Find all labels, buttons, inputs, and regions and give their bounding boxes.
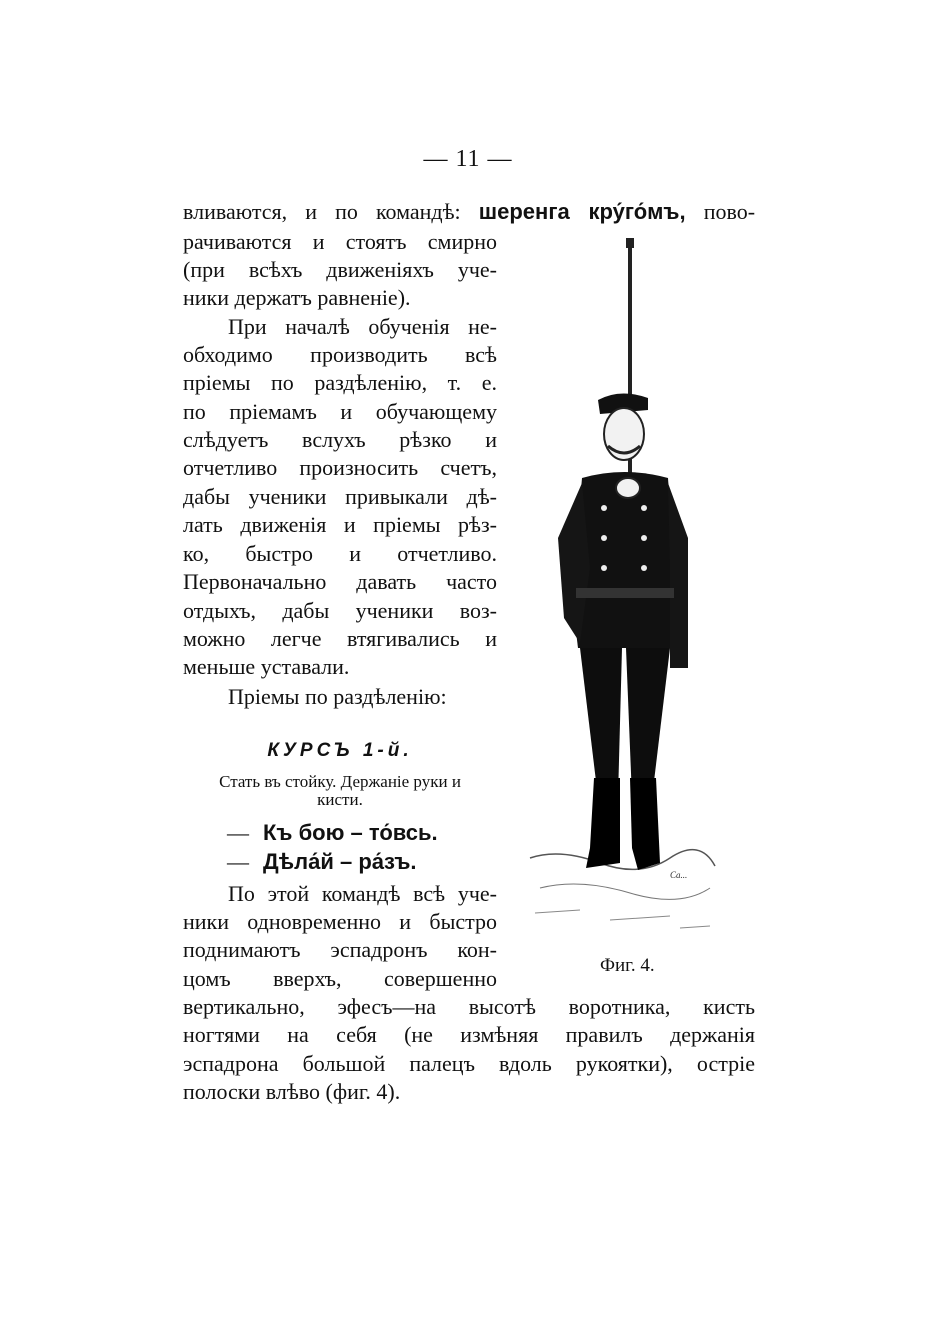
soldier-illustration: [520, 238, 720, 958]
sword-tip: [626, 238, 634, 248]
figure-caption: Фиг. 4.: [600, 955, 655, 976]
column-line: При началѣ обученія не-: [228, 314, 497, 339]
column-line: можно легче втягивались и: [183, 626, 497, 651]
command-line: [227, 849, 417, 875]
column-line: слѣдуетъ вслухъ рѣзко и: [183, 427, 497, 452]
column-line: отдыхъ, дабы ученики воз-: [183, 598, 497, 623]
command-line: [227, 820, 438, 846]
command-inline: шеренга кру́го́мъ,: [478, 199, 686, 224]
artist-signature: Ca...: [670, 870, 688, 880]
right-leg: [626, 648, 670, 798]
text-segment: пово-: [703, 199, 756, 224]
right-arm: [668, 483, 688, 668]
column-line: рачиваются и стоятъ смирно: [183, 229, 497, 254]
ground-hatching: [535, 910, 710, 928]
command-dash: —: [227, 820, 249, 845]
right-boot: [630, 778, 660, 870]
column-line: цомъ вверхъ, совершенно: [183, 966, 497, 991]
command-dash: —: [227, 849, 249, 874]
column-line: дабы ученики привыкали дѣ-: [183, 484, 497, 509]
column-line: лать движенія и пріемы рѣз-: [183, 512, 497, 537]
paragraph-line: [183, 198, 755, 226]
column-line: по пріемамъ и обучающему: [183, 399, 497, 424]
column-line: обходимо производить всѣ: [183, 342, 497, 367]
column-line: Пріемы по раздѣленію:: [228, 684, 447, 709]
column-line: ники держатъ равненіе).: [183, 285, 411, 310]
ground-hatching: [540, 884, 710, 899]
text-segment: вливаются, и по командѣ:: [183, 199, 461, 224]
course-subtitle-line: кисти.: [317, 790, 363, 809]
command-text: Дѣла́й – ра́зъ.: [263, 849, 417, 874]
paragraph-line: вертикально, эфесъ—на высотѣ воротника, кисть: [183, 994, 755, 1019]
column-line: ники одновременно и быстро: [183, 909, 497, 934]
column-line: Первоначально давать часто: [183, 569, 497, 594]
paragraph-line: эспадрона большой палецъ вдоль рукоятки), остріе: [183, 1051, 755, 1076]
belt: [576, 588, 674, 598]
left-boot: [586, 778, 620, 868]
column-line: ко, быстро и отчетливо.: [183, 541, 497, 566]
paragraph-line: ногтями на себя (не измѣняя правилъ держанія: [183, 1022, 755, 1047]
hand: [616, 478, 640, 498]
column-line: пріемы по раздѣленію, т. е.: [183, 370, 497, 395]
course-subtitle-line: Стать въ стойку. Держаніе руки и: [219, 772, 461, 791]
column-line: По этой командѣ всѣ уче-: [228, 881, 497, 906]
ground-hatching: [530, 850, 715, 870]
course-heading: КУРСЪ 1-й.: [267, 740, 413, 761]
column-line: поднимаютъ эспадронъ кон-: [183, 937, 497, 962]
paragraph-line: полоски влѣво (фиг. 4).: [183, 1079, 401, 1104]
column-line: меньше уставали.: [183, 654, 350, 679]
left-leg: [580, 648, 622, 798]
page-number: — 11 —: [423, 146, 513, 172]
column-line: отчетливо произносить счетъ,: [183, 455, 497, 480]
command-text: Къ бою – то́всь.: [263, 820, 438, 845]
column-line: (при всѣхъ движеніяхъ уче-: [183, 257, 497, 282]
